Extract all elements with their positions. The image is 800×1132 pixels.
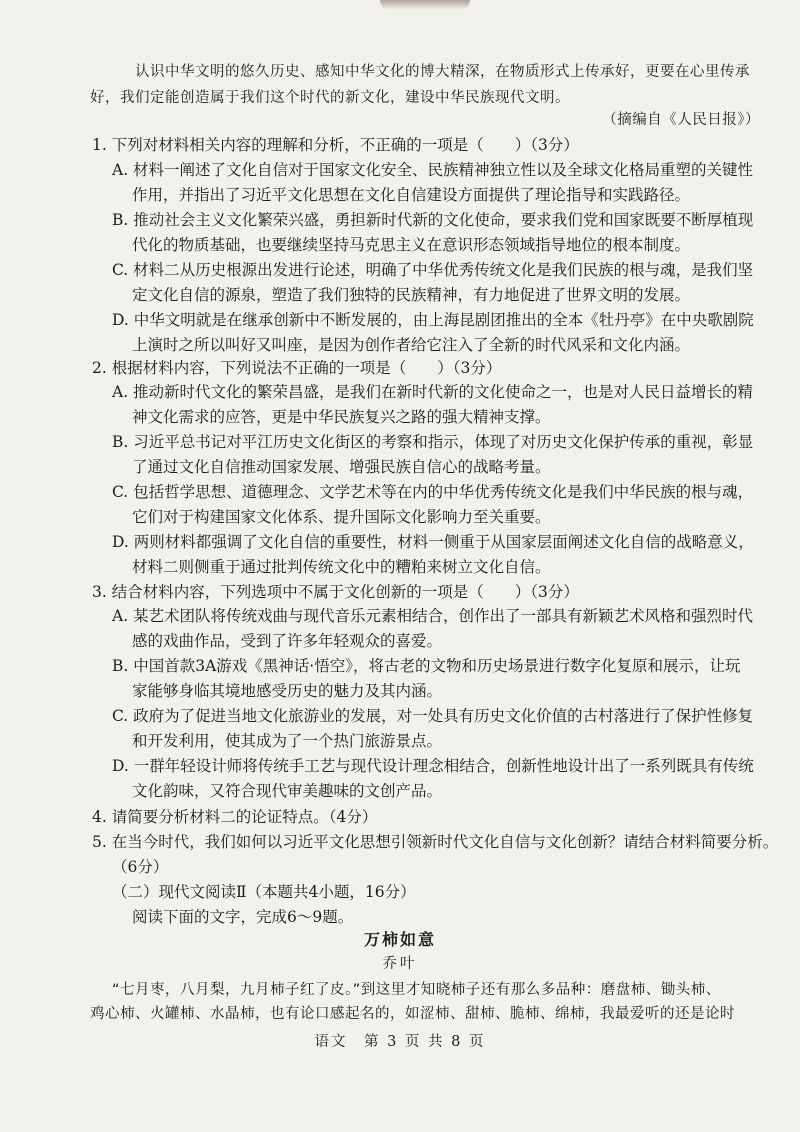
passage-title: 万柿如意	[363, 930, 436, 949]
q2-option-b-cont: 了通过文化自信推动国家发展、增强民族自信心的战略考量。	[132, 458, 551, 476]
question-5-points: （6分）	[112, 858, 169, 876]
scan-smudge	[380, 0, 470, 10]
q2-option-c: C. 包括哲学思想、道德理念、文学艺术等在内的中华优秀传统文化是我们中华民族的根与魂，	[112, 483, 754, 501]
passage-author: 乔叶	[382, 956, 418, 972]
q2-option-a: A. 推动新时代文化的繁荣昌盛，是我们在新时代新的文化使命之一，也是对人民日益增长的精	[112, 383, 754, 401]
q1-option-b: B. 推动社会主义文化繁荣兴盛，勇担新时代新的文化使命，要求我们党和国家既要不断厚植现	[112, 211, 754, 229]
material-text-line: 认识中华文明的悠久历史、感知中华文化的博大精深，在物质形式上传承好，更要在心里传承	[135, 64, 750, 80]
question-2-stem: 2. 根据材料内容，下列说法不正确的一项是（ ）（3分）	[92, 359, 502, 377]
q1-option-b-cont: 代化的物质基础，也要继续坚持马克思主义在意识形态领域指导地位的根本制度。	[132, 236, 691, 254]
q3-option-c: C. 政府为了促进当地文化旅游业的发展，对一处具有历史文化价值的古村落进行了保护性修复	[112, 707, 754, 725]
passage-text-line: 鸡心柿、火罐柿、水晶柿，也有论口感起名的，如涩柿、甜柿、脆柿、绵柿，我最爱听的还是论时	[90, 1006, 735, 1022]
section-heading: （二）现代文阅读Ⅱ（本题共4小题，16分）	[112, 883, 416, 901]
q3-option-a-cont: 感的戏曲作品，受到了许多年轻观众的喜爱。	[132, 632, 443, 650]
q2-option-d: D. 两则材料都强调了文化自信的重要性，材料一侧重于从国家层面阐述文化自信的战略意义，	[112, 533, 754, 551]
page-footer: 语文 第 3 页 共 8 页	[314, 1034, 486, 1050]
q1-option-a-cont: 作用，并指出了习近平文化思想在文化自信建设方面提供了理论指导和实践路径。	[132, 186, 691, 204]
q3-option-d: D. 一群年轻设计师将传统手工艺与现代设计理念相结合，创新性地设计出了一系列既具有传统	[112, 757, 754, 775]
q1-option-d: D. 中华文明就是在继承创新中不断发展的，由上海昆剧团推出的全本《牡丹亭》在中央歌剧院	[112, 311, 754, 329]
material-source: （摘编自《人民日报》）	[602, 112, 760, 128]
material-text-line: 好，我们定能创造属于我们这个时代的新文化，建设中华民族现代文明。	[90, 90, 570, 106]
q3-option-b-cont: 家能够身临其境地感受历史的魅力及其内涵。	[132, 682, 443, 700]
reading-instruction: 阅读下面的文字，完成6～9题。	[132, 908, 354, 926]
q3-option-c-cont: 和开发利用，使其成为了一个热门旅游景点。	[132, 732, 443, 750]
q3-option-a: A. 某艺术团队将传统戏曲与现代音乐元素相结合，创作出了一部具有新颖艺术风格和强烈时代	[112, 607, 754, 625]
question-4-stem: 4. 请简要分析材料二的论证特点。（4分）	[92, 808, 378, 826]
q2-option-c-cont: 它们对于构建国家文化体系、提升国际文化影响力至关重要。	[132, 508, 551, 526]
q2-option-b: B. 习近平总书记对平江历史文化街区的考察和指示，体现了对历史文化保护传承的重视，彰显	[112, 433, 754, 451]
q3-option-d-cont: 文化韵味，又符合现代审美趣味的文创产品。	[132, 782, 443, 800]
q1-option-c-cont: 定文化自信的源泉，塑造了我们独特的民族精神，有力地促进了世界文明的发展。	[132, 286, 691, 304]
question-3-stem: 3. 结合材料内容，下列选项中不属于文化创新的一项是（ ）（3分）	[92, 583, 579, 601]
passage-text-line: “七月枣，八月梨，九月柿子红了皮。”到这里才知晓柿子还有那么多品种：磨盘柿、锄头柿、	[112, 982, 721, 998]
q2-option-a-cont: 神文化需求的应答，更是中华民族复兴之路的强大精神支撑。	[132, 408, 551, 426]
q3-option-b: B. 中国首款3A游戏《黑神话·悟空》，将古老的文物和历史场景进行数字化复原和展示，让玩	[112, 657, 741, 675]
q2-option-d-cont: 材料二则侧重于通过批判传统文化中的糟粕来树立文化自信。	[132, 558, 551, 576]
question-5-stem: 5. 在当今时代，我们如何以习近平文化思想引领新时代文化自信与文化创新？请结合材料简要分析。	[92, 833, 779, 851]
q1-option-a: A. 材料一阐述了文化自信对于国家文化安全、民族精神独立性以及全球文化格局重塑的关键性	[112, 161, 754, 179]
q1-option-d-cont: 上演时之所以叫好又叫座，是因为创作者给它注入了全新的时代风采和文化内涵。	[132, 336, 691, 354]
question-1-stem: 1. 下列对材料相关内容的理解和分析，不正确的一项是（ ）（3分）	[92, 136, 579, 154]
q1-option-c: C. 材料二从历史根源出发进行论述，明确了中华优秀传统文化是我们民族的根与魂，是我们坚	[112, 261, 754, 279]
